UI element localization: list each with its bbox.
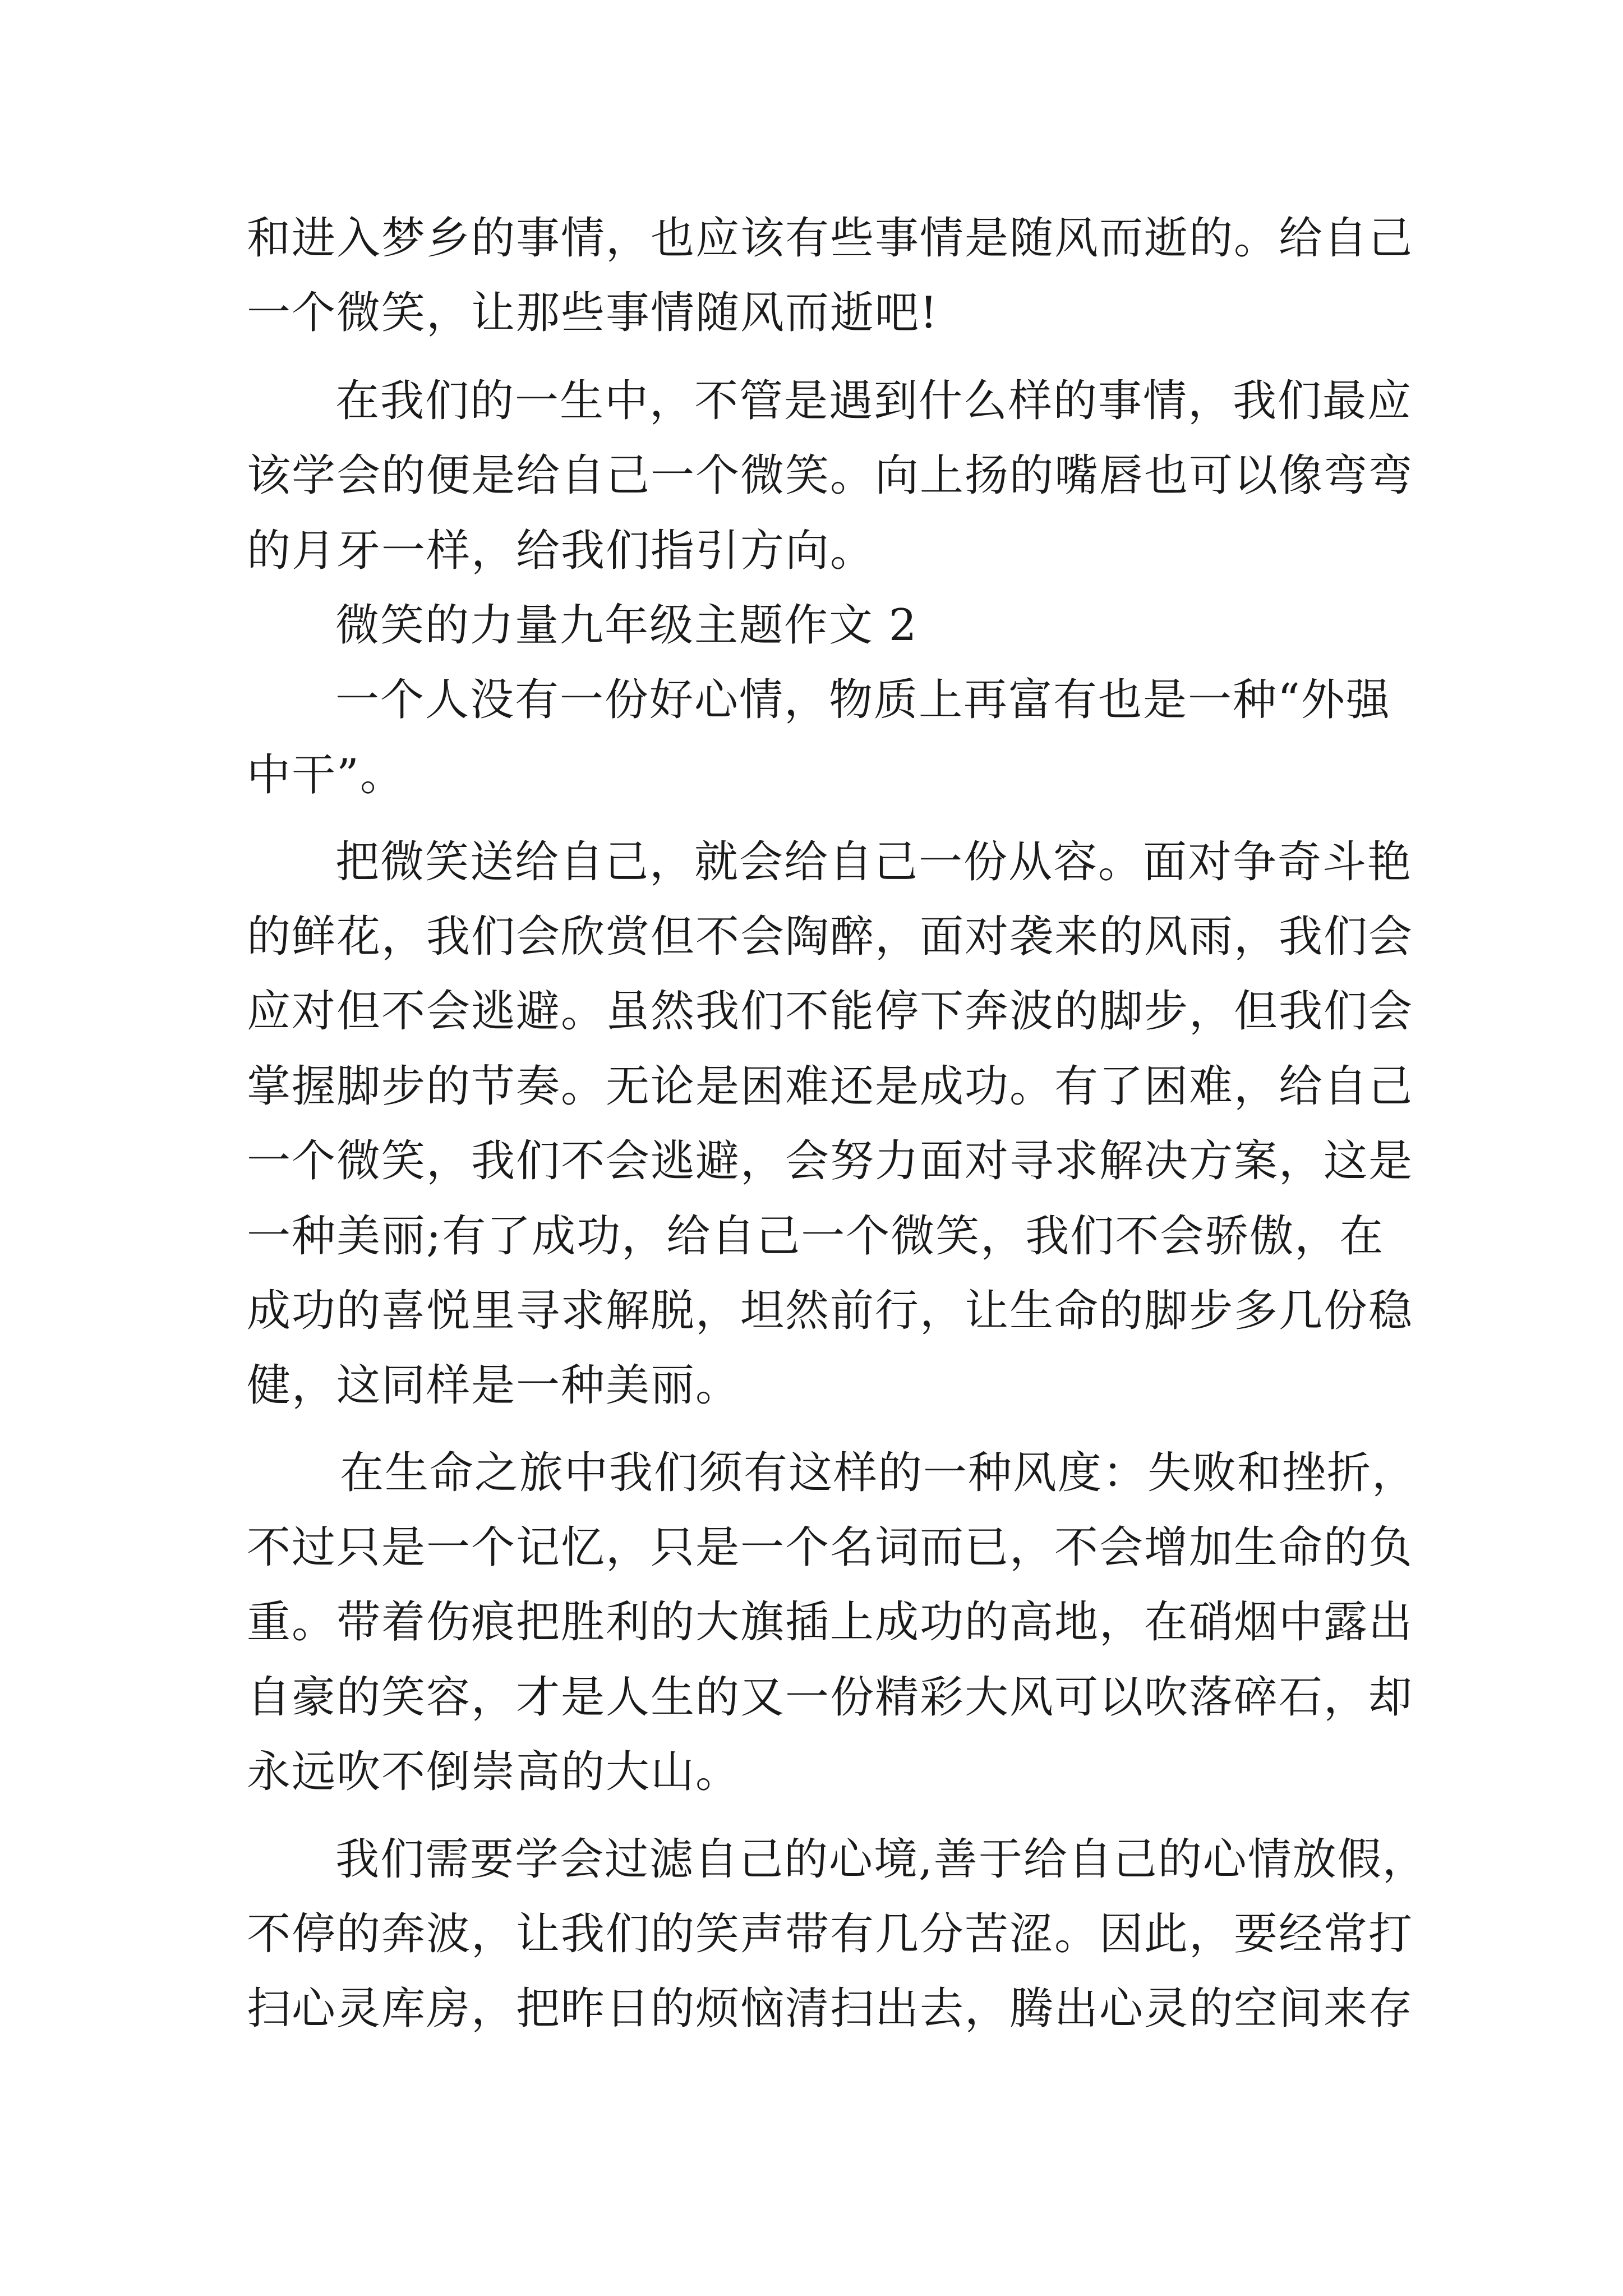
- paragraph-line: 在生命之旅中我们须有这样的一种风度：失败和挫折，: [340, 1448, 1417, 1498]
- paragraph-line: 在我们的一生中，不管是遇到什么样的事情，我们最应: [335, 376, 1413, 426]
- paragraph-line: 扫心灵库房，把昨日的烦恼清扫出去，腾出心灵的空间来存: [247, 1984, 1414, 2034]
- paragraph-line: 把微笑送给自己，就会给自己一份从容。面对争奇斗艳: [335, 837, 1413, 887]
- paragraph-line: 一个微笑，我们不会逃避，会努力面对寻求解决方案，这是: [247, 1136, 1414, 1186]
- paragraph-line: 掌握脚步的节奏。无论是困难还是成功。有了困难，给自己: [247, 1061, 1414, 1112]
- paragraph-line: 健，这同样是一种美丽。: [247, 1360, 741, 1411]
- paragraph-line: 我们需要学会过滤自己的心境,善于给自己的心情放假，: [335, 1834, 1427, 1885]
- paragraph-line: 不过只是一个记忆，只是一个名词而已，不会增加生命的负: [247, 1522, 1414, 1573]
- paragraph-line: 自豪的笑容，才是人生的又一份精彩大风可以吹落碎石，却: [247, 1672, 1414, 1723]
- paragraph-line: 中干”。: [247, 750, 405, 800]
- paragraph-line: 一个微笑，让那些事情随风而逝吧!: [247, 288, 939, 338]
- paragraph-line: 该学会的便是给自己一个微笑。向上扬的嘴唇也可以像弯弯: [247, 450, 1414, 501]
- paragraph-line: 不停的奔波，让我们的笑声带有几分苦涩。因此，要经常打: [247, 1909, 1414, 1959]
- paragraph-line: 和进入梦乡的事情，也应该有些事情是随风而逝的。给自己: [247, 213, 1414, 264]
- paragraph-line: 永远吹不倒崇高的大山。: [247, 1747, 741, 1797]
- paragraph-line: 的鲜花，我们会欣赏但不会陶醉，面对袭来的风雨，我们会: [247, 912, 1414, 962]
- paragraph-line: 一种美丽;有了成功，给自己一个微笑，我们不会骄傲，在: [247, 1211, 1385, 1262]
- paragraph-line: 应对但不会逃避。虽然我们不能停下奔波的脚步，但我们会: [247, 986, 1414, 1037]
- paragraph-line: 重。带着伤痕把胜利的大旗插上成功的高地，在硝烟中露出: [247, 1597, 1414, 1648]
- paragraph-line: 一个人没有一份好心情，物质上再富有也是一种“外强: [335, 675, 1391, 725]
- section-heading: 微笑的力量九年级主题作文 2: [335, 600, 918, 651]
- paragraph-line: 成功的喜悦里寻求解脱，坦然前行，让生命的脚步多几份稳: [247, 1286, 1414, 1336]
- paragraph-line: 的月牙一样，给我们指引方向。: [247, 526, 875, 576]
